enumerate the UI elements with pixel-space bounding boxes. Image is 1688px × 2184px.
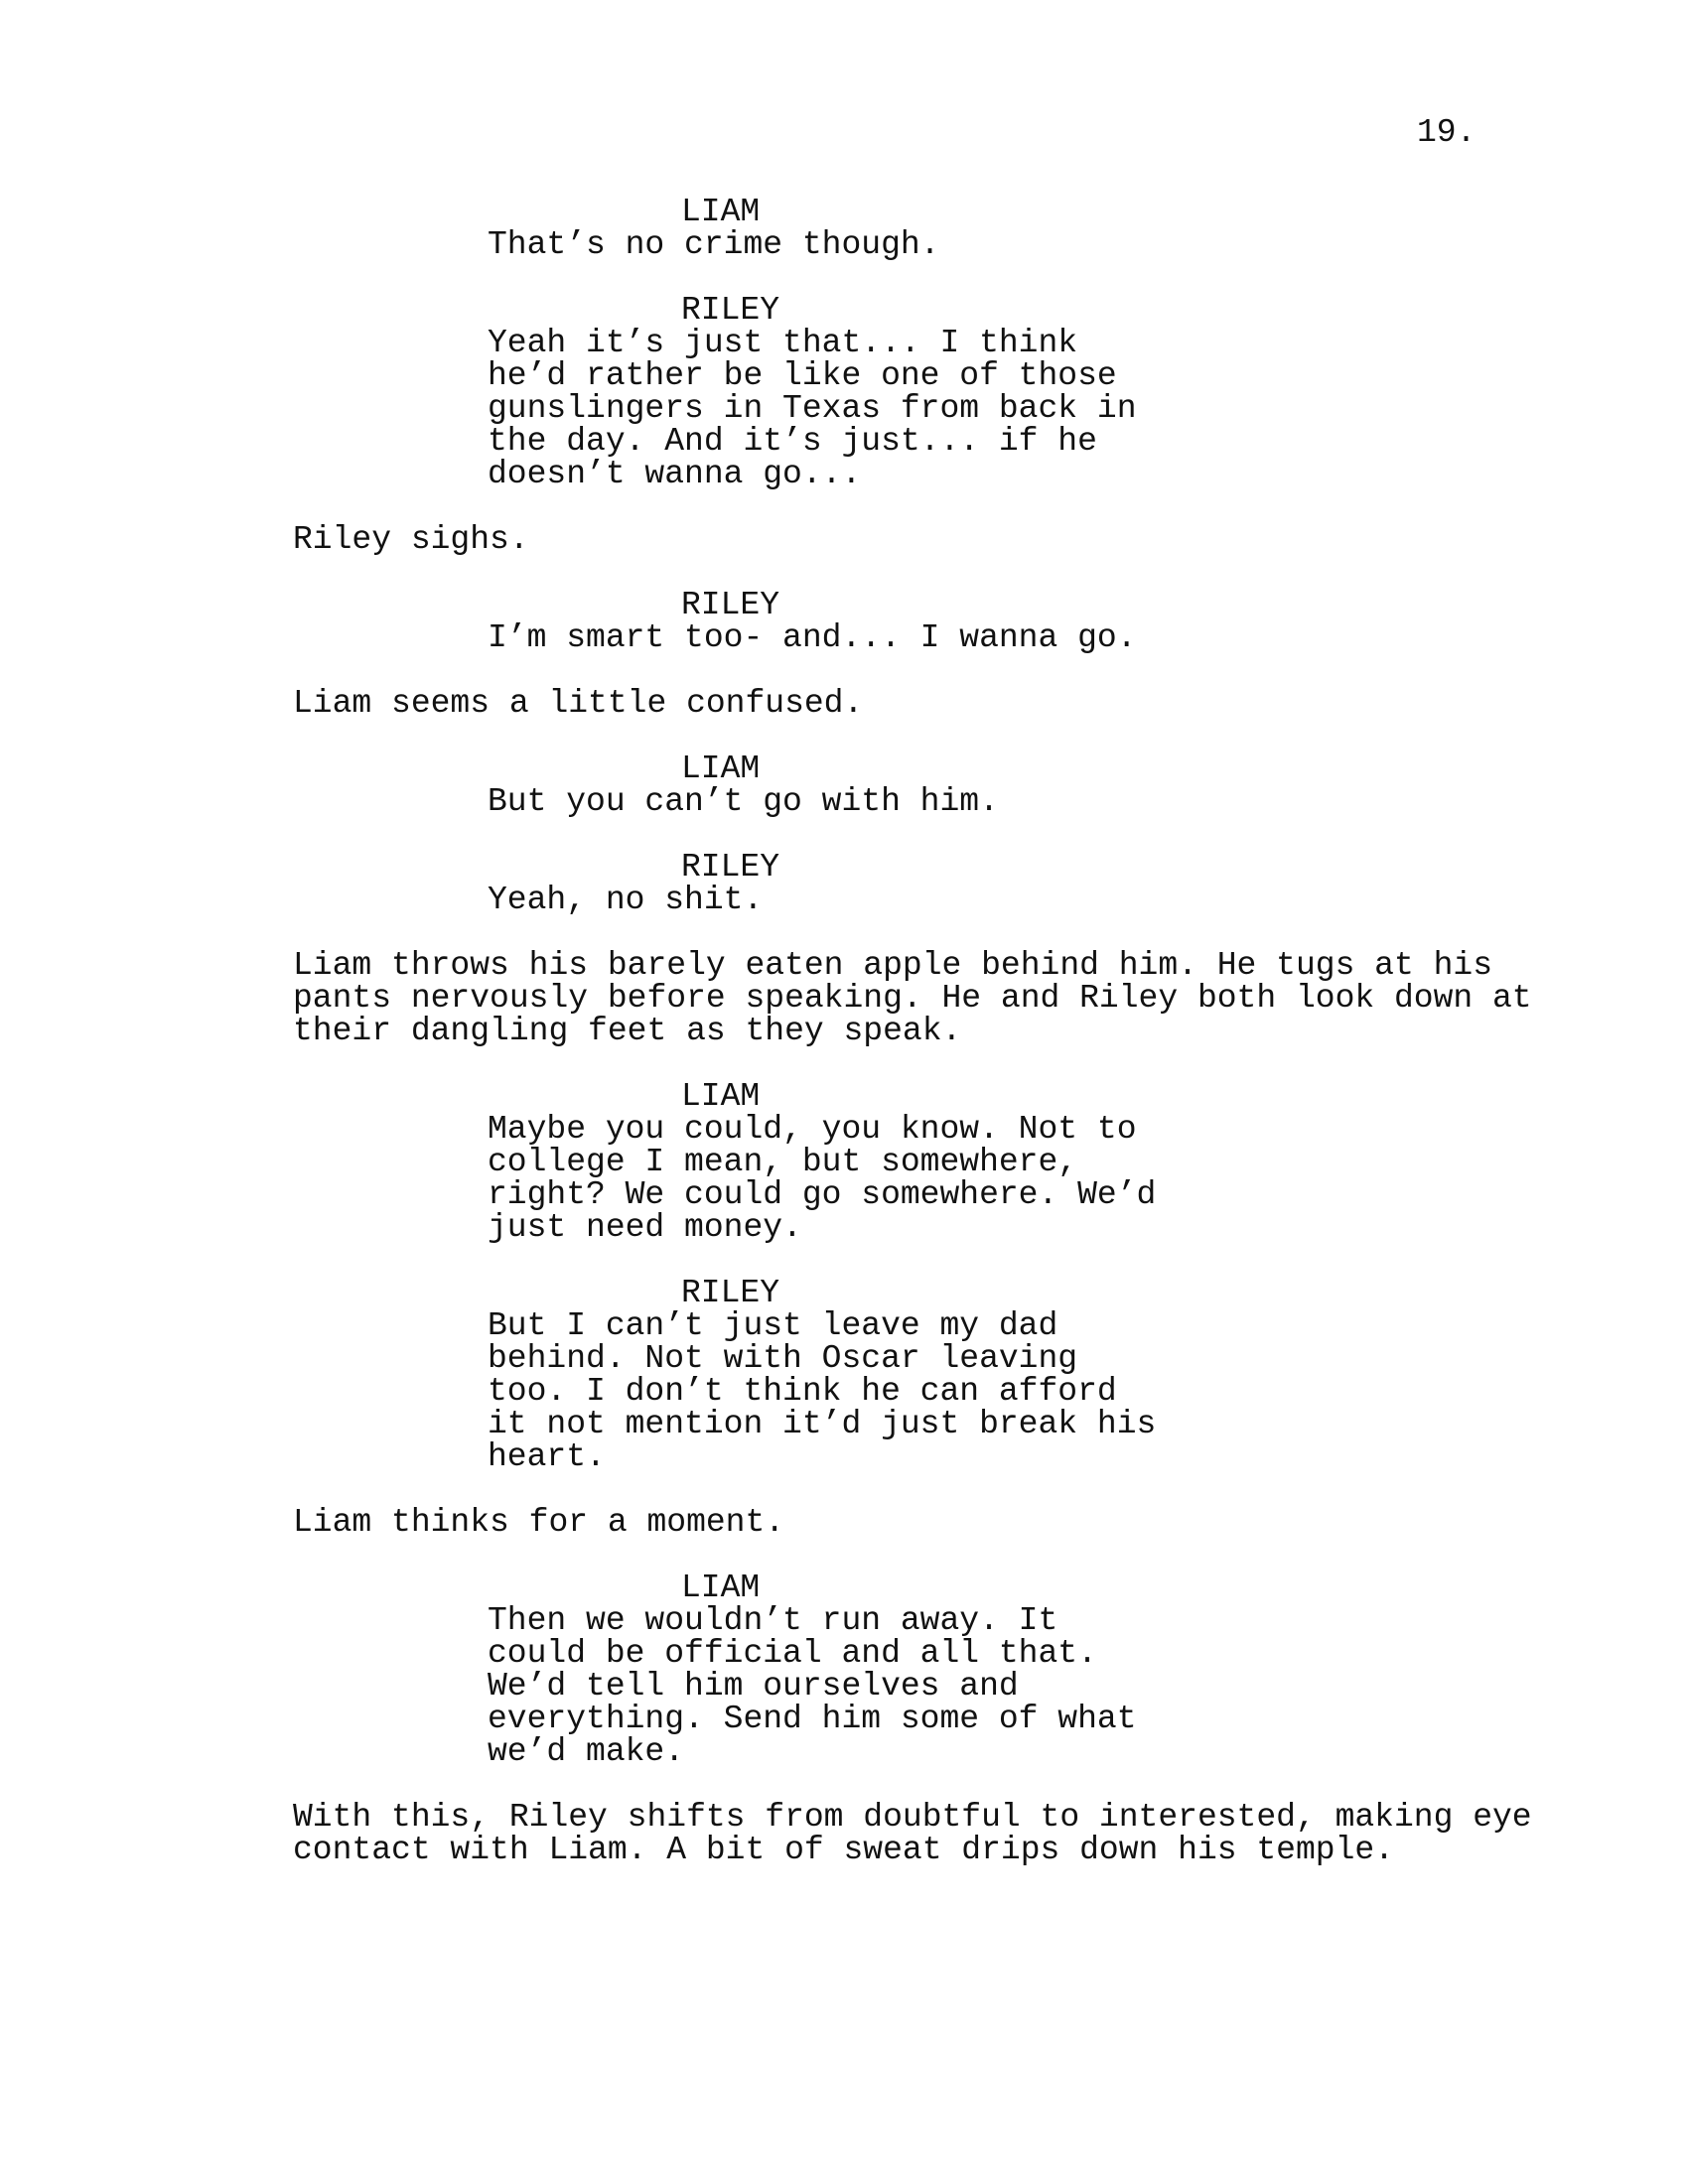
dialogue-line: gunslingers in Texas from back in	[488, 390, 1137, 427]
character-cue: LIAM	[681, 1570, 761, 1606]
dialogue-line: That’s no crime though.	[488, 226, 940, 263]
dialogue-line: Then we wouldn’t run away. It	[488, 1602, 1058, 1639]
dialogue-line: everything. Send him some of what	[488, 1701, 1137, 1737]
dialogue-line: Yeah, no shit.	[488, 882, 764, 918]
dialogue-line: But you can’t go with him.	[488, 783, 999, 820]
dialogue-line: heart.	[488, 1438, 606, 1475]
dialogue-line: we’d make.	[488, 1733, 685, 1770]
character-cue: LIAM	[681, 751, 761, 787]
action-line: With this, Riley shifts from doubtful to interested, making eye	[293, 1799, 1532, 1836]
dialogue-line: it not mention it’d just break his	[488, 1406, 1157, 1442]
action-line: pants nervously before speaking. He and Riley both look down at	[293, 980, 1532, 1017]
dialogue-line: I’m smart too- and... I wanna go.	[488, 619, 1137, 656]
dialogue-line: behind. Not with Oscar leaving	[488, 1340, 1078, 1377]
dialogue-line: Maybe you could, you know. Not to	[488, 1111, 1137, 1148]
dialogue-line: doesn’t wanna go...	[488, 456, 862, 492]
dialogue-line: right? We could go somewhere. We’d	[488, 1176, 1157, 1213]
action-line: Liam throws his barely eaten apple behind him. He tugs at his	[293, 947, 1492, 984]
dialogue-line: could be official and all that.	[488, 1635, 1097, 1672]
dialogue-line: the day. And it’s just... if he	[488, 423, 1097, 460]
action-line: their dangling feet as they speak.	[293, 1013, 962, 1049]
dialogue-line: But I can’t just leave my dad	[488, 1307, 1058, 1344]
dialogue-line: too. I don’t think he can afford	[488, 1373, 1117, 1410]
character-cue: RILEY	[681, 587, 780, 623]
dialogue-line: Yeah it’s just that... I think	[488, 325, 1078, 361]
action-line: contact with Liam. A bit of sweat drips down his temple.	[293, 1832, 1394, 1868]
page-number: 19.	[1417, 114, 1477, 151]
action-line: Liam thinks for a moment.	[293, 1504, 785, 1541]
character-cue: RILEY	[681, 292, 780, 329]
character-cue: LIAM	[681, 1078, 761, 1115]
action-line: Riley sighs.	[293, 521, 529, 558]
dialogue-line: he’d rather be like one of those	[488, 357, 1117, 394]
character-cue: RILEY	[681, 849, 780, 886]
character-cue: RILEY	[681, 1275, 780, 1311]
dialogue-line: just need money.	[488, 1209, 802, 1246]
character-cue: LIAM	[681, 194, 761, 230]
action-line: Liam seems a little confused.	[293, 685, 864, 722]
dialogue-line: college I mean, but somewhere,	[488, 1144, 1078, 1180]
dialogue-line: We’d tell him ourselves and	[488, 1668, 1019, 1705]
